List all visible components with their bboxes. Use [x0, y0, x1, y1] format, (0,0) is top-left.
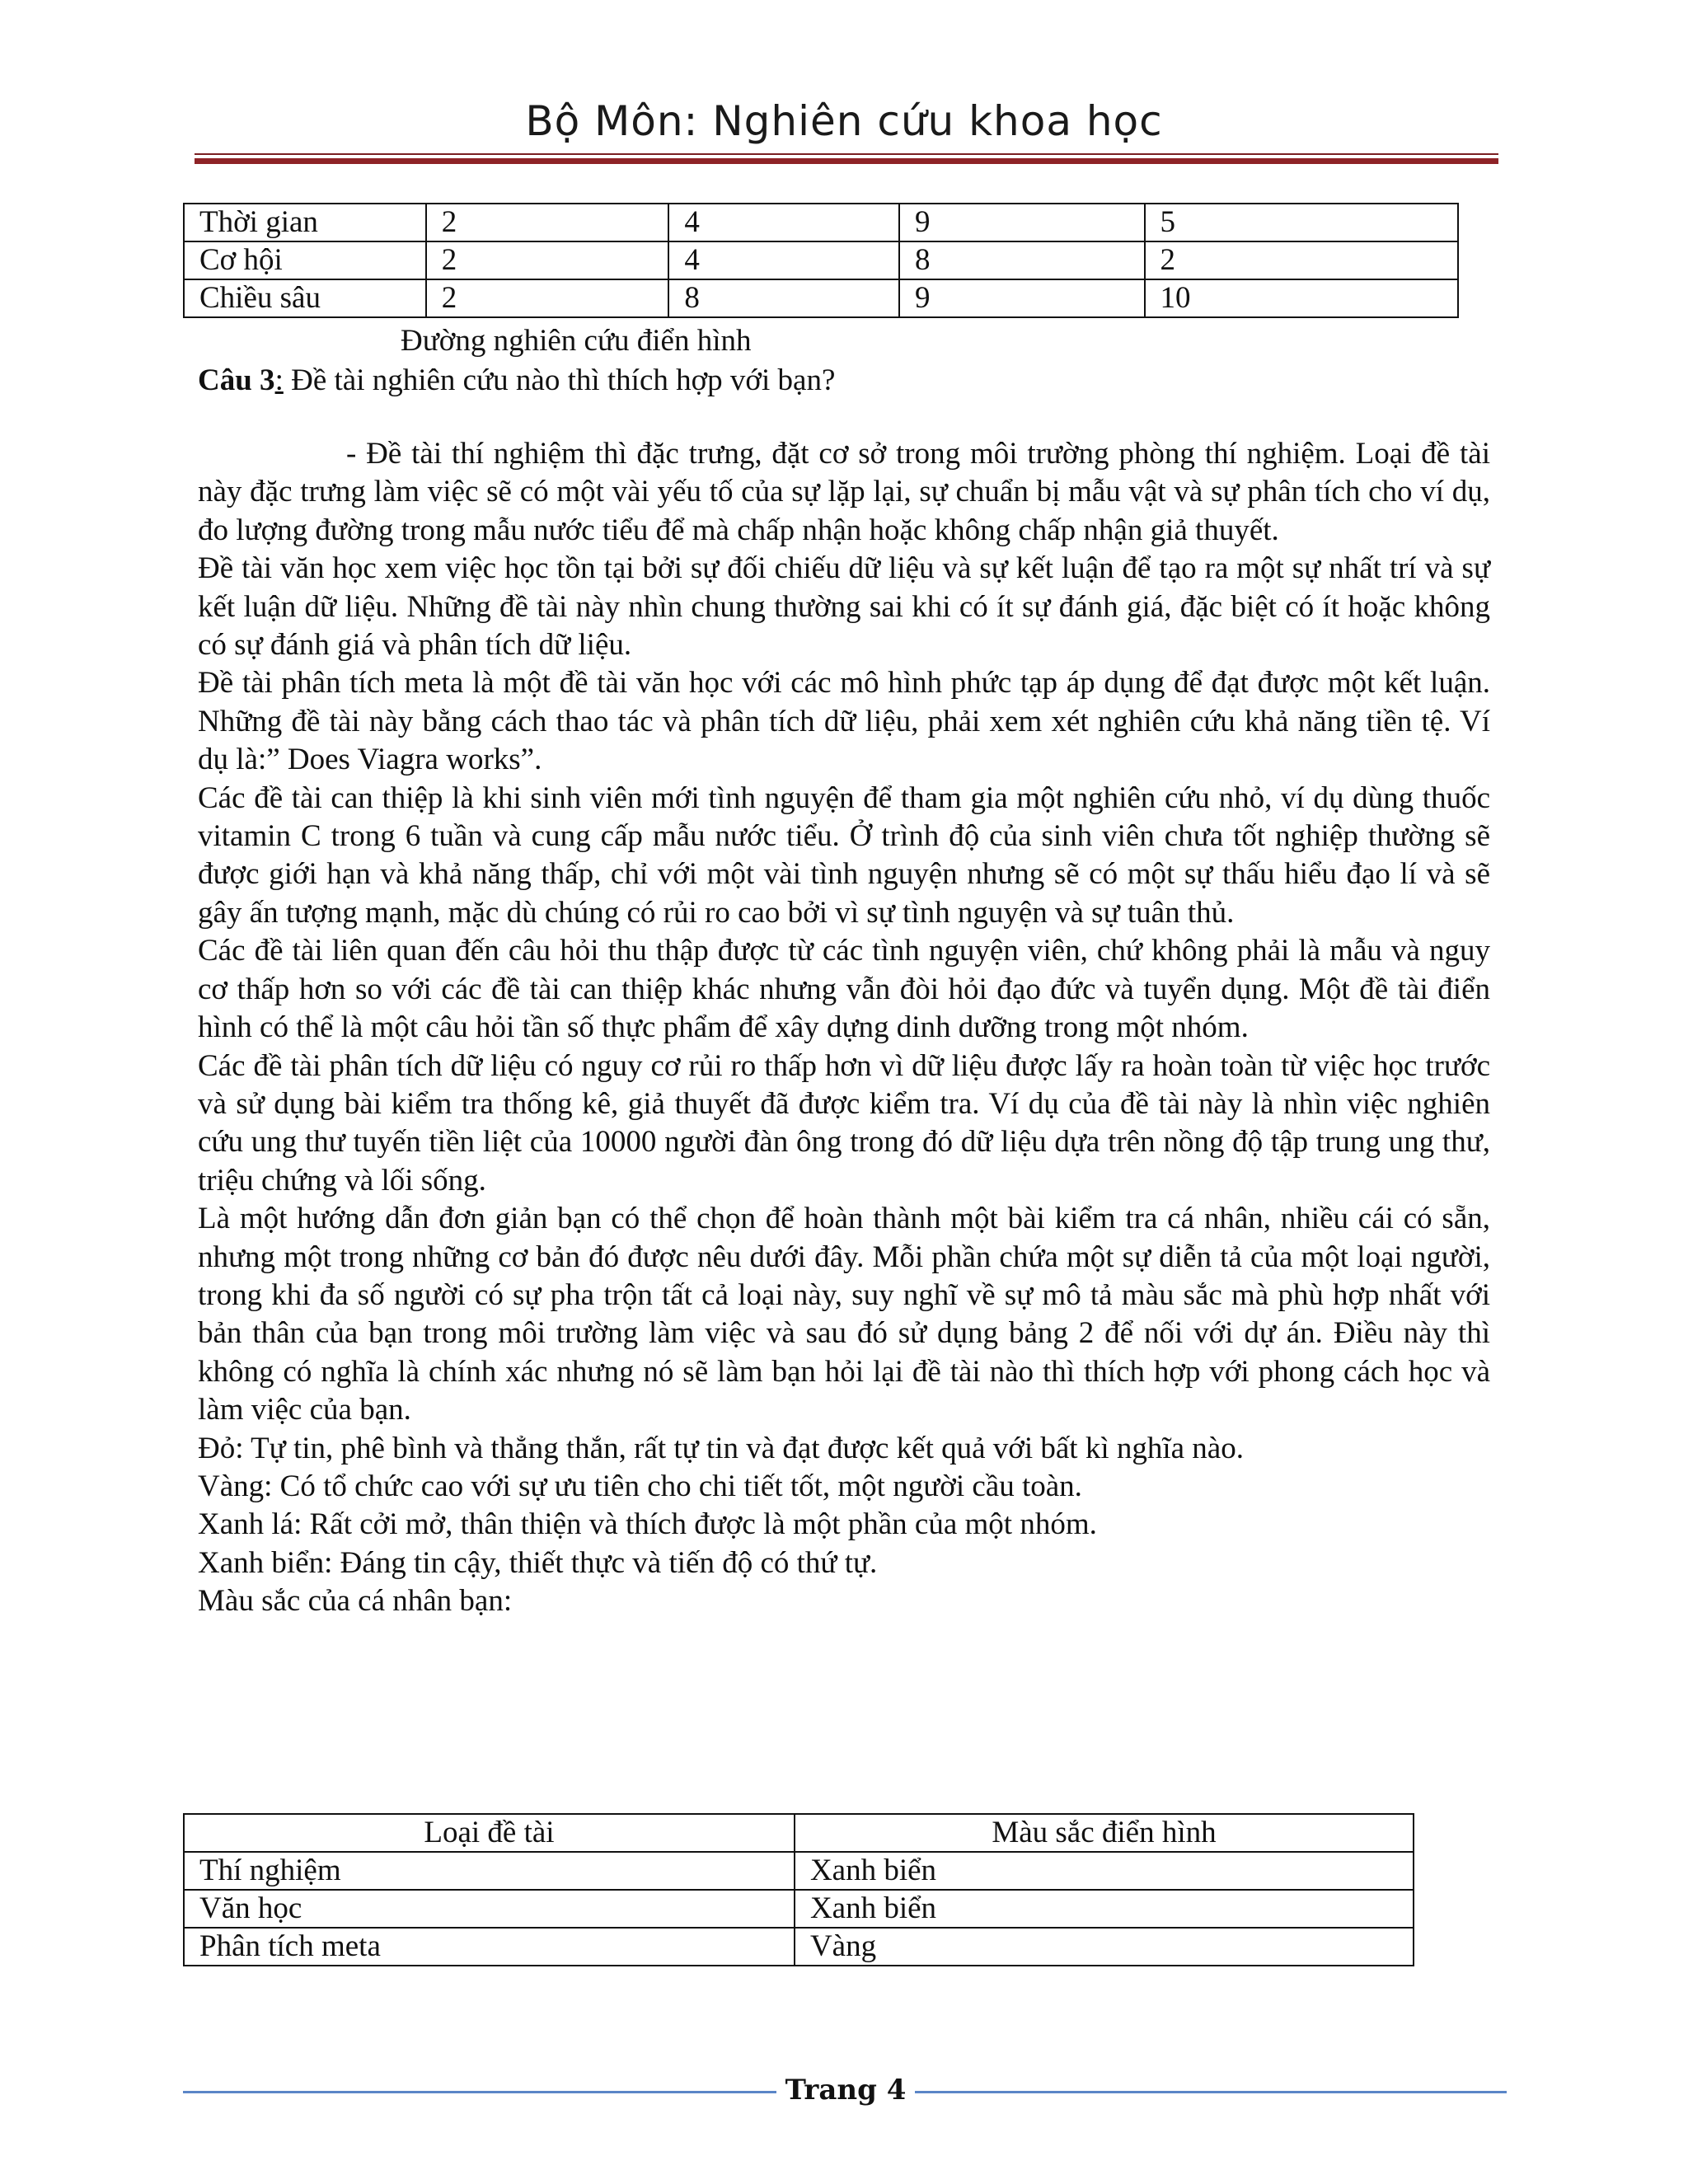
question-text: Đề tài nghiên cứu nào thì thích hợp với bạn?	[283, 363, 836, 397]
table-cell: 2	[1145, 241, 1458, 279]
table-cell: 4	[668, 204, 899, 241]
table-row	[184, 1852, 1414, 1890]
table-cell: 9	[899, 279, 1145, 317]
personal-color-prompt: Màu sắc của cá nhân bạn:	[198, 1584, 513, 1619]
paragraph-guide: Là một hướng dẫn đơn giản bạn có thể chọn để hoàn thành một bài kiểm tra cá nhân, nhiều cái có sẵn, nhưng một trong những cơ bản đó được nêu dưới đây. Mỗi phần chứa một sự diễn tả của một loại người, trong khi đa số người có sự pha trộn tất cả loại này, suy nghĩ về sự mô tả màu sắc mà phù hợp nhất với bản thân của bạn trong môi trường làm việc và sau đó sử dụng bảng 2 để nối với dự án. Điều này thì không có nghĩa là chính xác nhưng nó sẽ làm bạn hỏi lại đề tài nào thì thích hợp với phong cách học và làm việc của bạn.	[198, 1202, 1490, 1427]
question-heading	[198, 363, 835, 398]
table-header-cell: Màu sắc điển hình	[795, 1814, 1414, 1852]
header-divider-thick	[195, 158, 1498, 164]
table-row	[184, 241, 1458, 279]
table-header-cell: Loại đề tài	[184, 1814, 795, 1852]
table-cell: Xanh biển	[795, 1890, 1414, 1928]
table-cell: 2	[426, 204, 669, 241]
color-green-description: Xanh lá: Rất cởi mở, thân thiện và thích được là một phần của một nhóm.	[198, 1507, 1097, 1542]
table-cell: Thí nghiệm	[184, 1852, 795, 1890]
question-label: Câu 3	[198, 363, 275, 397]
page-header-title: Bộ Môn: Nghiên cứu khoa học	[525, 97, 1163, 145]
paragraph-intervention: Các đề tài can thiệp là khi sinh viên mới tình nguyện để tham gia một nghiên cứu nhỏ, ví dụ dùng thuốc vitamin C trong 6 tuần và cung cấp mẫu nước tiểu. Ở trình độ của sinh viên chưa tốt nghiệp thường sẽ được giới hạn và khả năng thấp, chỉ với một vài tình nguyện nhưng sẽ có một sự thấu hiểu đạo lí và sẽ gây ấn tượng mạnh, mặc dù chúng có rủi ro cao bởi vì sự tình nguyện và sự tuân thủ.	[198, 780, 1490, 930]
table-cell: 9	[899, 204, 1145, 241]
table-row	[184, 1928, 1414, 1966]
table-header-row	[184, 1814, 1414, 1852]
paragraph-questionnaire: Các đề tài liên quan đến câu hỏi thu thập được từ các tình nguyện viên, chứ không phải là mẫu và nguy cơ thấp hơn so với các đề tài can thiệp khác nhưng vẫn đòi hỏi đạo đức và tuyển dụng. Một đề tài điển hình có thể là một câu hỏi tần số thực phẩm để xây dựng dinh dưỡng trong một nhóm.	[198, 934, 1490, 1045]
table-caption: Đường nghiên cứu điển hình	[401, 324, 752, 358]
table-row	[184, 204, 1458, 241]
table-cell: Chiều sâu	[184, 279, 426, 317]
table-cell: Thời gian	[184, 204, 426, 241]
footer-divider-left	[183, 2091, 776, 2093]
table-row	[184, 279, 1458, 317]
color-blue-description: Xanh biển: Đáng tin cậy, thiết thực và tiến độ có thứ tự.	[198, 1545, 878, 1580]
table-cell: 10	[1145, 279, 1458, 317]
body-text	[198, 435, 1490, 1621]
paragraph-data-analysis: Các đề tài phân tích dữ liệu có nguy cơ rủi ro thấp hơn vì dữ liệu được lấy ra hoàn toàn từ việc học trước và sử dụng bài kiểm tra thống kê, giả thuyết đã được kiểm tra. Ví dụ của đề tài này là nhìn việc nghiên cứu ung thư tuyến tiền liệt của 10000 người đàn ông trong đó dữ liệu dựa trên nồng độ tập trung ung thư, triệu chứng và lối sống.	[198, 1048, 1490, 1197]
color-yellow-description: Vàng: Có tổ chức cao với sự ưu tiên cho chi tiết tốt, một người cầu toàn.	[198, 1469, 1082, 1503]
topic-color-table	[183, 1813, 1414, 1966]
paragraph-literature: Đề tài văn học xem việc học tồn tại bởi sự đối chiếu dữ liệu và sự kết luận để tạo ra một sự nhất trí và sự kết luận dữ liệu. Những đề tài này nhìn chung thường sai khi có ít sự đánh giá, đặc biệt có ít hoặc không có sự đánh giá và phân tích dữ liệu.	[198, 551, 1490, 663]
table-cell: 4	[668, 241, 899, 279]
table-cell: 2	[426, 279, 669, 317]
table-cell: Phân tích meta	[184, 1928, 795, 1966]
table-row	[184, 1890, 1414, 1928]
question-colon: :	[274, 363, 284, 397]
paragraph-meta-analysis: Đề tài phân tích meta là một đề tài văn học với các mô hình phức tạp áp dụng để đạt được một kết luận. Những đề tài này bằng cách thao tác và phân tích dữ liệu, phải xem xét nghiên cứu khả năng tiền tệ. Ví dụ là:” Does Viagra works”.	[198, 666, 1490, 777]
table-cell: 8	[668, 279, 899, 317]
footer-divider-right	[915, 2091, 1507, 2093]
table-cell: 2	[426, 241, 669, 279]
table-cell: 5	[1145, 204, 1458, 241]
header-divider-thin	[195, 153, 1498, 155]
color-red-description: Đỏ: Tự tin, phê bình và thẳng thắn, rất tự tin và đạt được kết quả với bất kì nghĩa nào.	[198, 1431, 1244, 1465]
table-cell: Xanh biển	[795, 1852, 1414, 1890]
research-profile-table	[183, 203, 1459, 318]
table-cell: 8	[899, 241, 1145, 279]
table-cell: Vàng	[795, 1928, 1414, 1966]
paragraph-experimental: - Đề tài thí nghiệm thì đặc trưng, đặt cơ sở trong môi trường phòng thí nghiệm. Loại đề tài này đặc trưng làm việc sẽ có một vài yếu tố của sự lặp lại, sự chuẩn bị mẫu vật và sự phân tích cho ví dụ, đo lượng đường trong mẫu nước tiểu để mà chấp nhận hoặc không chấp nhận giả thuyết.	[198, 437, 1490, 547]
table-cell: Văn học	[184, 1890, 795, 1928]
table-cell: Cơ hội	[184, 241, 426, 279]
header-divider	[195, 153, 1498, 165]
page-number: Trang 4	[785, 2074, 907, 2107]
